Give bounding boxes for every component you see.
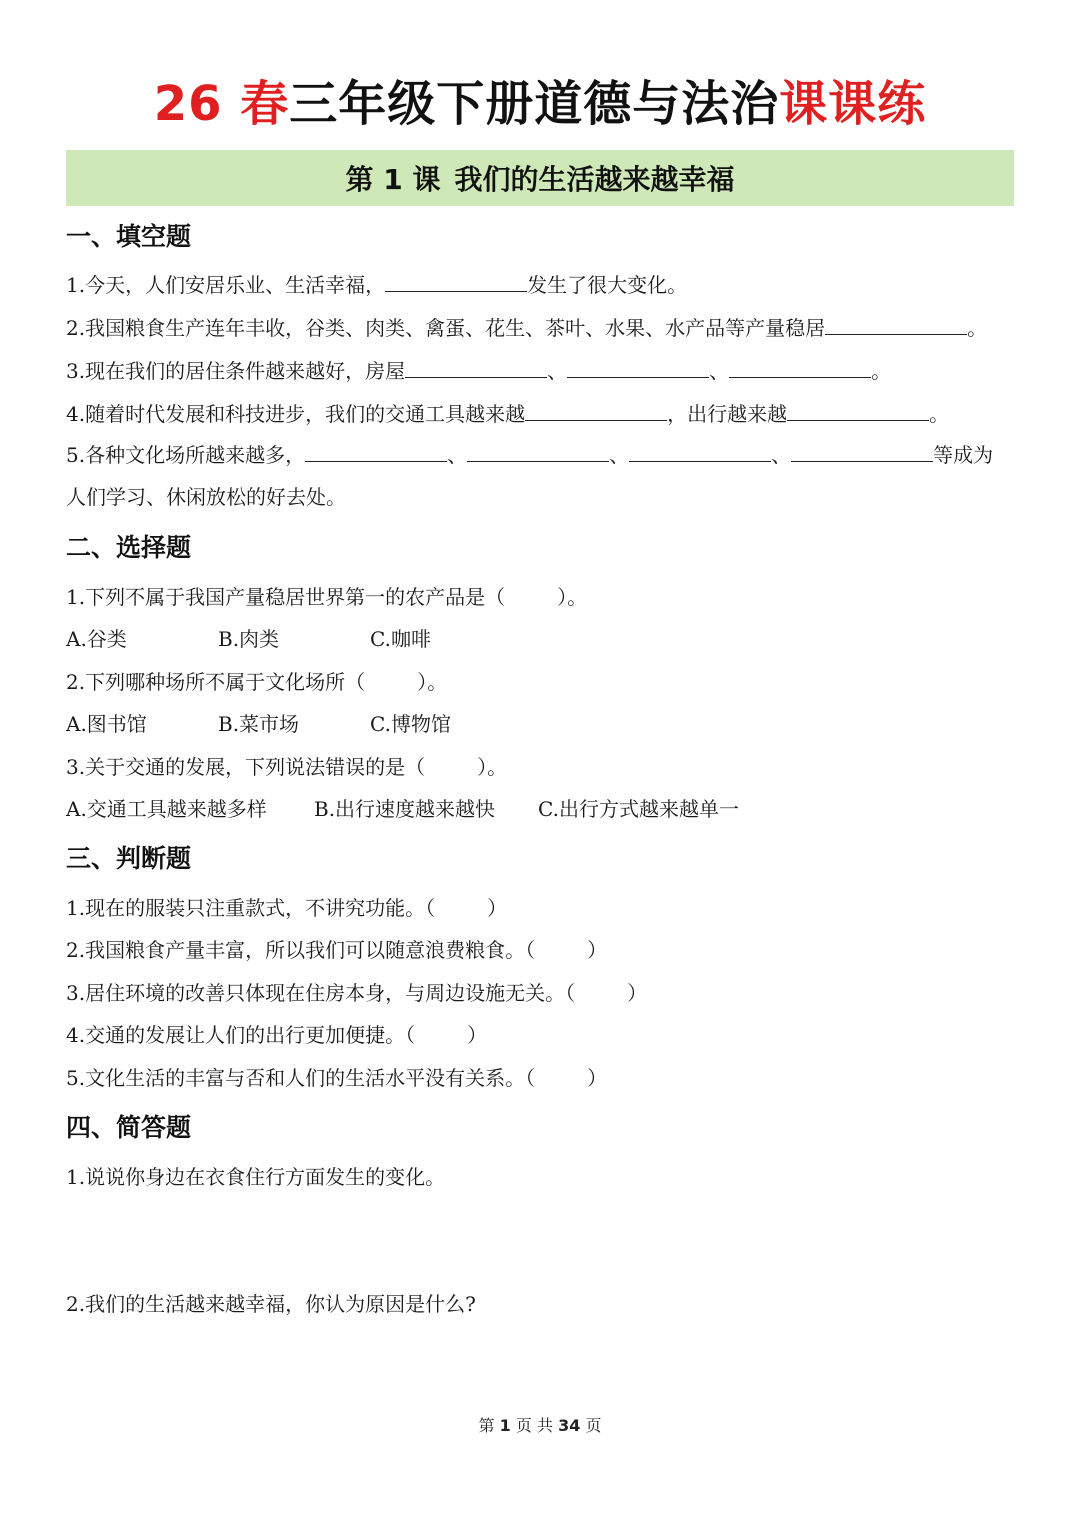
answer-blank[interactable] [525, 398, 667, 421]
page-number: 1 [499, 1416, 511, 1435]
choice-options-2 [66, 707, 451, 741]
fill-question-1: 1.今天，人们安居乐业、生活幸福， 发生了很大变化。 [66, 268, 687, 302]
choice-options-3 [66, 792, 739, 826]
option-c[interactable]: C.咖啡 [370, 627, 431, 651]
answer-blank[interactable] [791, 439, 933, 462]
fill-question-2: 2.我国粮食生产连年丰收，谷类、肉类、禽蛋、花生、茶叶、水果、水产品等产量稳居 。 [66, 311, 987, 345]
lesson-number: 第 1 课 [345, 163, 441, 196]
answer-blank[interactable] [787, 398, 929, 421]
section-heading-judge: 三、判断题 [66, 844, 192, 873]
option-b[interactable]: B.出行速度越来越快 [314, 797, 496, 821]
answer-blank[interactable] [385, 269, 527, 292]
short-answer-question-2: 2.我们的生活越来越幸福，你认为原因是什么? [66, 1292, 476, 1316]
section-heading-choice: 二、选择题 [66, 533, 192, 562]
answer-blank[interactable] [825, 312, 967, 335]
judge-question-3: 3.居住环境的改善只体现在住房本身，与周边设施无关。（ ） [66, 981, 648, 1005]
judge-question-5: 5.文化生活的丰富与否和人们的生活水平没有关系。（ ） [66, 1066, 608, 1090]
section-heading-short-answer: 四、简答题 [66, 1113, 192, 1142]
judge-question-2: 2.我国粮食产量丰富，所以我们可以随意浪费粮食。（ ） [66, 938, 608, 962]
answer-blank[interactable] [405, 355, 547, 378]
title-year: 26 [153, 76, 223, 132]
answer-blank[interactable] [305, 439, 447, 462]
option-c[interactable]: C.出行方式越来越单一 [538, 797, 739, 821]
option-a[interactable]: A.谷类 [66, 627, 127, 651]
fill-question-5-continued: 人们学习、休闲放松的好去处。 [66, 485, 346, 509]
lesson-title: 我们的生活越来越幸福 [454, 163, 735, 196]
choice-question-3: 3.关于交通的发展，下列说法错误的是（ ）。 [66, 755, 508, 779]
option-c[interactable]: C.博物馆 [370, 712, 451, 736]
page-total: 34 [558, 1416, 581, 1435]
fill-question-5: 5.各种文化场所越来越多， 、 、 、 等成为 [66, 438, 993, 472]
answer-blank[interactable] [567, 355, 709, 378]
answer-blank[interactable] [629, 439, 771, 462]
choice-question-2: 2.下列哪种场所不属于文化场所（ ）。 [66, 670, 448, 694]
title-season: 春 [240, 76, 290, 132]
title-tail: 课课练 [779, 76, 927, 132]
option-b[interactable]: B.肉类 [218, 627, 280, 651]
page-title [0, 72, 1080, 136]
choice-options-1 [66, 622, 431, 656]
fill-question-3: 3.现在我们的居住条件越来越好，房屋 、 、 。 [66, 354, 891, 388]
lesson-header [66, 150, 1014, 206]
fill-question-4: 4.随着时代发展和科技进步，我们的交通工具越来越 ，出行越来越 。 [66, 397, 949, 431]
page-footer: 第 1 页 共 34 页 [478, 1416, 602, 1435]
short-answer-question-1: 1.说说你身边在衣食住行方面发生的变化。 [66, 1165, 446, 1189]
section-heading-fill-blank: 一、填空题 [66, 222, 192, 251]
choice-question-1: 1.下列不属于我国产量稳居世界第一的农产品是（ ）。 [66, 585, 588, 609]
answer-blank[interactable] [467, 439, 609, 462]
option-b[interactable]: B.菜市场 [218, 712, 300, 736]
title-main: 三年级下册道德与法治 [289, 76, 780, 132]
option-a[interactable]: A.交通工具越来越多样 [66, 797, 267, 821]
judge-question-1: 1.现在的服装只注重款式，不讲究功能。（ ） [66, 896, 508, 920]
judge-question-4: 4.交通的发展让人们的出行更加便捷。（ ） [66, 1023, 488, 1047]
option-a[interactable]: A.图书馆 [66, 712, 147, 736]
answer-blank[interactable] [729, 355, 871, 378]
